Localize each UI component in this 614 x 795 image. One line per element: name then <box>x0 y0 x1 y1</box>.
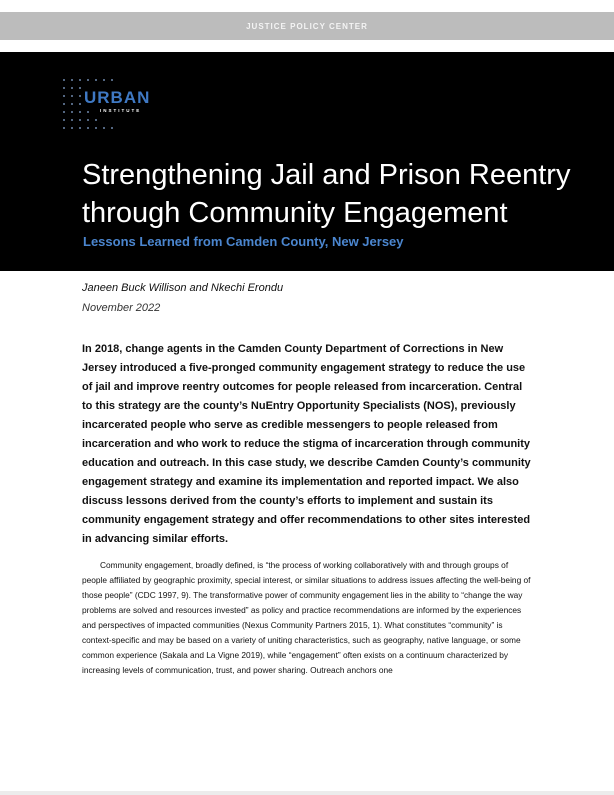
title-line-2: through Community Engagement <box>82 197 508 229</box>
page-title <box>82 156 582 232</box>
title-banner <box>0 52 614 271</box>
logo-subtext: INSTITUTE <box>100 108 142 113</box>
urban-institute-logo <box>62 78 172 138</box>
header-band <box>0 12 614 40</box>
page-bottom-rule <box>0 791 614 795</box>
body-paragraph: Community engagement, broadly defined, is “the process of working collaboratively with and through groups of people affiliated by geographic proximity, special interest, or similar situations to address issues affecting the well-being of those people” (CDC 1997, 9). The transformative power of community engagement lies in the ability to “change the way problems are solved and resources invested” as policy and practice recommendations are informed by the experiences and perspectives of impacted communities (Nexus Community Partners 2015, 1). What constitutes “community” is context-specific and may be based on a variety of uniting characteristics, such as geography, native language, or some common experience (Sakala and La Vigne 2019), while “engagement” often exists on a continuum characterized by increasing levels of communication, trust, and power sharing. Outreach anchors one <box>82 560 531 675</box>
center-label: JUSTICE POLICY CENTER <box>246 21 368 31</box>
authors: Janeen Buck Willison and Nkechi Erondu <box>82 282 284 294</box>
abstract-paragraph: In 2018, change agents in the Camden County Department of Corrections in New Jersey introduced a five-pronged community engagement strategy to reduce the use of jail and improve reentry outcomes for people released from incarceration. Central to this strategy are the county’s NuEntry Opportunity Specialists (NOS), previously incarcerated people who serve as credible messengers to people released from incarceration and who work to reduce the stigma of incarceration through community education and outreach. In this case study, we describe Camden County’s community engagement strategy and examine its implementation and reported impact. We also discuss lessons derived from the county’s efforts to implement and sustain its community engagement strategy and offer recommendations to other sites interested in advancing similar efforts. <box>82 343 531 545</box>
publication-date: November 2022 <box>82 302 161 314</box>
logo-wordmark: URBAN <box>84 88 151 107</box>
title-line-1: Strengthening Jail and Prison Reentry <box>82 159 571 191</box>
page-subtitle: Lessons Learned from Camden County, New Jersey <box>83 234 404 249</box>
